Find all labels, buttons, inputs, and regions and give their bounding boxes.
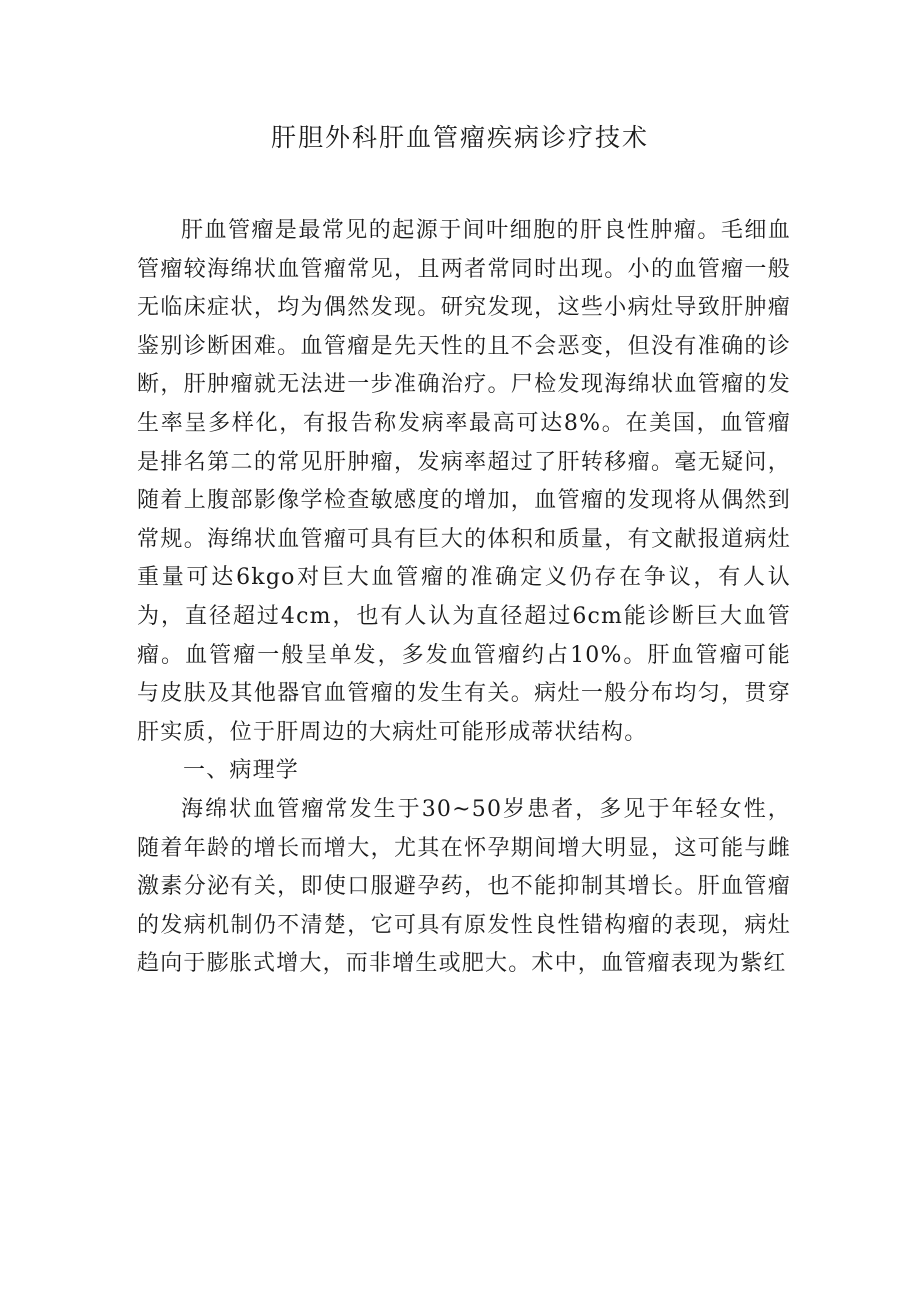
pathology-paragraph: 海绵状血管瘤常发生于30~50岁患者，多见于年轻女性，随着年龄的增长而增大，尤其在怀孕期间增大明显，这可能与雌激素分泌有关，即使口服避孕药，也不能抑制其增长。肝血管瘤的发病机制仍不清楚，它可具有原发性良性错构瘤的表现，病灶趋向于膨胀式增大，而非增生或肥大。术中，血管瘤表现为紫红 — [137, 796, 791, 977]
intro-paragraph: 肝血管瘤是最常见的起源于间叶细胞的肝良性肿瘤。毛细血管瘤较海绵状血管瘤常见，且两者常同时出现。小的血管瘤一般无临床症状，均为偶然发现。研究发现，这些小病灶导致肝肿瘤鉴别诊断困难。血管瘤是先天性的且不会恶变，但没有准确的诊断，肝肿瘤就无法进一步准确治疗。尸检发现海绵状血管瘤的发生率呈多样化，有报告称发病率最高可达8%。在美国，血管瘤是排名第二的常见肝肿瘤，发病率超过了肝转移瘤。毫无疑问，随着上腹部影像学检查敏感度的增加，血管瘤的发现将从偶然到常规。海绵状血管瘤可具有巨大的体积和质量，有文献报道病灶重量可达6kgo对巨大血管瘤的准确定义仍存在争议，有人认为，直径超过4cm，也有人认为直径超过6cm能诊断巨大血管瘤。血管瘤一般呈单发，多发血管瘤约占10%。肝血管瘤可能与皮肤及其他器官血管瘤的发生有关。病灶一般分布均匀，贯穿肝实质，位于肝周边的大病灶可能形成蒂状结构。 — [137, 218, 791, 745]
document-title: 肝胆外科肝血管瘤疾病诊疗技术 — [270, 123, 649, 152]
section-heading-pathology: 一、病理学 — [183, 758, 300, 784]
document-body — [137, 212, 791, 984]
